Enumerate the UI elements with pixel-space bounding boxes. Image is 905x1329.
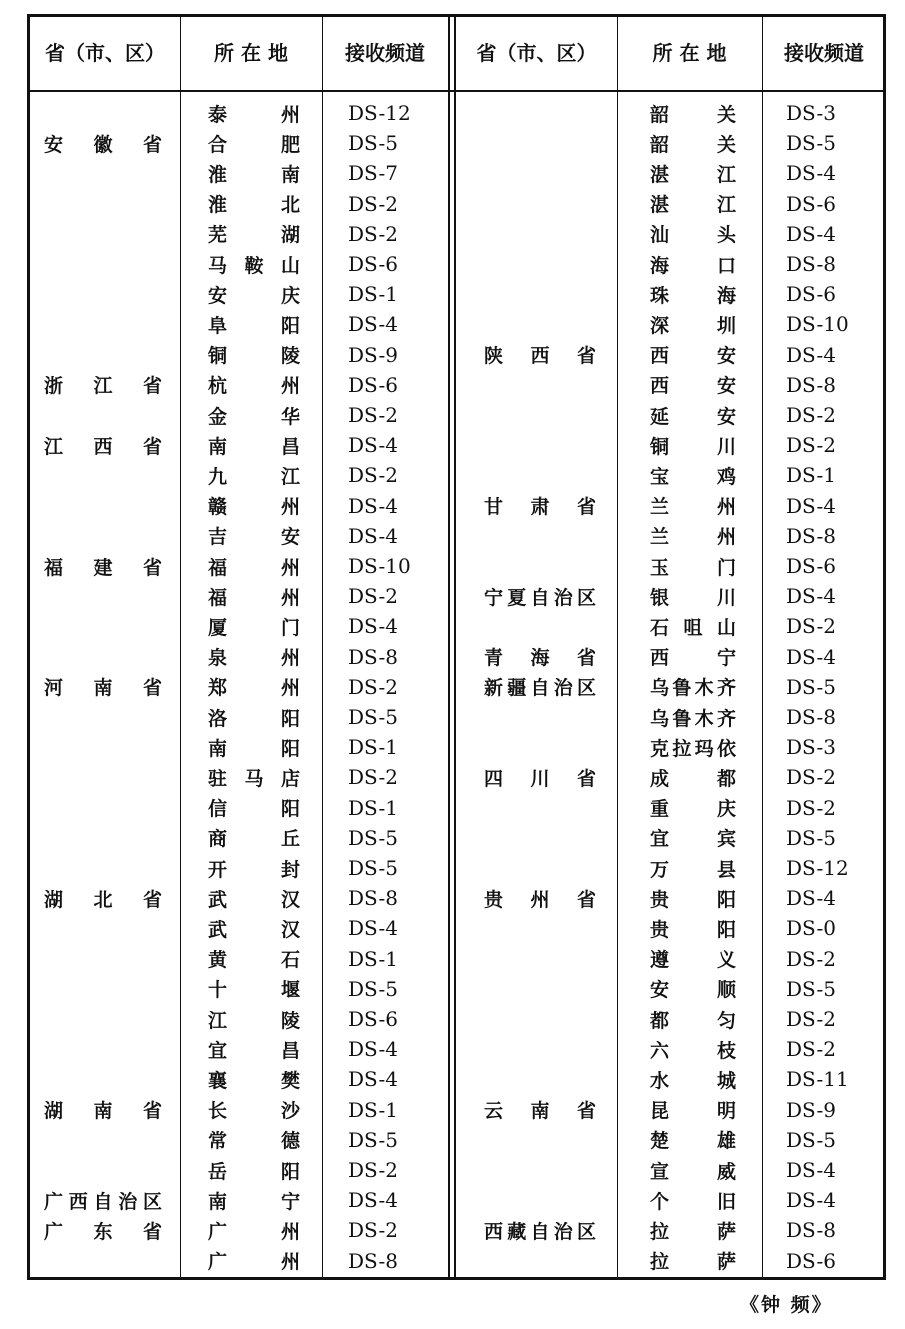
channel-cell: DS-4 [786,584,836,609]
channel-cell: DS-2 [348,403,398,427]
channel-cell: DS-6 [786,191,836,216]
location-cell: 玉 门 [650,556,736,579]
channel-cell: DS-2 [348,765,398,790]
location-cell: 西 安 [650,375,736,398]
channel-cell: DS-6 [786,554,836,578]
channel-cell: DS-2 [348,463,398,488]
channel-cell: DS-8 [786,523,836,548]
channel-cell: DS-8 [348,644,398,669]
channel-cell: DS-5 [786,1127,836,1152]
channel-cell: DS-4 [348,614,398,639]
province-cell: 贵 州 省 [484,888,596,911]
province-cell: 江 西 省 [44,435,162,458]
author-credit: 《钟 频》 [740,1294,833,1316]
channel-cell: DS-6 [348,1007,398,1031]
location-cell: 广 州 [208,1251,300,1274]
location-cell: 南 昌 [208,435,300,458]
location-cell: 襄 樊 [208,1069,300,1092]
location-cell: 武 汉 [208,888,300,911]
header-cell: 省（市、区） [476,41,597,65]
province-cell: 西 藏 自 治 区 [484,1220,596,1243]
column-divider [454,14,456,1280]
location-cell: 韶 关 [650,103,736,126]
channel-cell: DS-5 [786,825,836,850]
location-cell: 昆 明 [650,1100,736,1123]
channel-cell: DS-5 [786,674,836,699]
location-cell: 遵 义 [650,949,736,972]
location-cell: 银 川 [650,586,736,609]
header-divider [27,90,886,92]
location-cell: 乌 鲁 木 齐 [650,707,736,730]
header-cell: 接收频道 [784,41,864,65]
location-cell: 常 德 [208,1130,300,1153]
location-cell: 淮 北 [208,194,300,217]
channel-cell: DS-11 [786,1067,849,1092]
location-cell: 合 肥 [208,133,300,156]
channel-cell: DS-5 [348,856,398,880]
location-cell: 安 庆 [208,284,300,307]
location-cell: 铜 川 [650,435,736,458]
location-cell: 海 口 [650,254,736,277]
channel-cell: DS-2 [786,614,836,639]
channel-cell: DS-2 [786,946,836,971]
location-cell: 杭 州 [208,375,300,398]
location-cell: 湛 江 [650,163,736,186]
channel-cell: DS-4 [786,1188,836,1213]
location-cell: 水 城 [650,1069,736,1092]
column-divider [448,14,450,1280]
channel-cell: DS-4 [348,312,398,337]
location-cell: 万 县 [650,858,736,881]
channel-cell: DS-5 [348,131,398,156]
location-cell: 乌 鲁 木 齐 [650,677,736,700]
location-cell: 宜 宾 [650,828,736,851]
location-cell: 长 沙 [208,1100,300,1123]
location-cell: 赣 州 [208,496,300,519]
province-cell: 新 疆 自 治 区 [484,677,596,700]
location-cell: 兰 州 [650,496,736,519]
channel-cell: DS-4 [348,523,398,548]
location-cell: 福 州 [208,586,300,609]
location-cell: 信 阳 [208,798,300,821]
location-cell: 福 州 [208,556,300,579]
channel-cell: DS-2 [786,765,836,790]
channel-cell: DS-2 [348,1158,398,1182]
location-cell: 江 陵 [208,1009,300,1032]
location-cell: 洛 阳 [208,707,300,730]
channel-cell: DS-2 [348,1218,398,1243]
table-frame [27,14,886,1280]
channel-cell: DS-4 [786,342,836,367]
channel-cell: DS-2 [348,674,398,699]
channel-cell: DS-6 [786,1248,836,1273]
column-divider [180,14,181,1280]
location-cell: 石 咀 山 [650,616,736,639]
province-cell: 宁 夏 自 治 区 [484,586,596,609]
column-divider [322,14,323,1280]
channel-cell: DS-10 [786,312,849,337]
location-cell: 黄 石 [208,949,300,972]
location-cell: 重 庆 [650,798,736,821]
province-cell: 陕 西 省 [484,345,596,368]
location-cell: 吉 安 [208,526,300,549]
channel-cell: DS-6 [786,282,836,307]
province-cell: 青 海 省 [484,647,596,670]
location-cell: 宜 昌 [208,1039,300,1062]
channel-cell: DS-4 [786,161,836,186]
channel-cell: DS-1 [348,735,398,760]
channel-cell: DS-10 [348,554,411,578]
channel-cell: DS-4 [348,916,398,941]
channel-cell: DS-2 [786,1037,836,1062]
channel-cell: DS-2 [348,221,398,246]
location-cell: 宝 鸡 [650,465,736,488]
province-cell: 广 东 省 [44,1220,162,1243]
channel-cell: DS-2 [786,403,836,427]
location-cell: 兰 州 [650,526,736,549]
location-cell: 西 宁 [650,647,736,670]
province-cell: 甘 肃 省 [484,496,596,519]
location-cell: 楚 雄 [650,1130,736,1153]
location-cell: 宣 威 [650,1160,736,1183]
channel-cell: DS-4 [786,221,836,246]
province-cell: 湖 北 省 [44,888,162,911]
location-cell: 贵 阳 [650,918,736,941]
channel-cell: DS-5 [348,705,398,729]
location-cell: 马 鞍 山 [208,254,300,277]
channel-cell: DS-5 [348,1127,398,1152]
province-cell: 湖 南 省 [44,1100,162,1123]
location-cell: 湛 江 [650,194,736,217]
channel-cell: DS-2 [348,191,398,216]
province-cell: 云 南 省 [484,1100,596,1123]
location-cell: 都 匀 [650,1009,736,1032]
channel-cell: DS-1 [348,282,398,307]
channel-cell: DS-1 [348,946,398,971]
location-cell: 延 安 [650,405,736,428]
location-cell: 珠 海 [650,284,736,307]
location-cell: 驻 马 店 [208,767,300,790]
channel-cell: DS-3 [786,735,836,760]
channel-cell: DS-2 [786,1007,836,1031]
province-cell: 四 川 省 [484,767,596,790]
channel-cell: DS-8 [786,372,836,397]
channel-cell: DS-4 [348,1067,398,1092]
location-cell: 武 汉 [208,918,300,941]
channel-cell: DS-8 [786,705,836,729]
location-cell: 郑 州 [208,677,300,700]
channel-cell: DS-6 [348,252,398,276]
location-cell: 深 圳 [650,314,736,337]
province-cell: 福 建 省 [44,556,162,579]
province-cell: 浙 江 省 [44,375,162,398]
location-cell: 成 都 [650,767,736,790]
channel-cell: DS-4 [786,644,836,669]
province-cell: 安 徽 省 [44,133,162,156]
channel-cell: DS-2 [786,433,836,458]
location-cell: 六 枝 [650,1039,736,1062]
location-cell: 开 封 [208,858,300,881]
location-cell: 汕 头 [650,224,736,247]
channel-cell: DS-1 [348,795,398,820]
channel-cell: DS-5 [786,131,836,156]
location-cell: 西 安 [650,345,736,368]
location-cell: 芜 湖 [208,224,300,247]
channel-cell: DS-4 [786,493,836,518]
channel-cell: DS-0 [786,916,836,941]
channel-cell: DS-5 [348,825,398,850]
location-cell: 泉 州 [208,647,300,670]
channel-cell: DS-8 [348,1248,398,1273]
location-cell: 金 华 [208,405,300,428]
location-cell: 拉 萨 [650,1251,736,1274]
channel-cell: DS-8 [786,252,836,276]
channel-cell: DS-5 [348,976,398,1001]
location-cell: 厦 门 [208,616,300,639]
channel-cell: DS-4 [786,1158,836,1182]
channel-cell: DS-1 [786,463,836,488]
province-cell: 广 西 自 治 区 [44,1190,162,1213]
channel-cell: DS-4 [348,493,398,518]
channel-cell: DS-8 [786,1218,836,1243]
location-cell: 南 宁 [208,1190,300,1213]
channel-cell: DS-8 [348,886,398,911]
location-cell: 贵 阳 [650,888,736,911]
channel-cell: DS-2 [348,584,398,609]
channel-cell: DS-2 [786,795,836,820]
header-cell: 所 在 地 [214,41,288,65]
location-cell: 克 拉 玛 依 [650,737,736,760]
location-cell: 阜 阳 [208,314,300,337]
column-divider [762,14,763,1280]
column-divider [617,14,618,1280]
header-cell: 接收频道 [345,41,425,65]
channel-cell: DS-5 [786,976,836,1001]
location-cell: 铜 陵 [208,345,300,368]
header-cell: 省（市、区） [45,41,165,65]
channel-cell: DS-9 [786,1097,836,1122]
channel-cell: DS-6 [348,372,398,397]
location-cell: 商 丘 [208,828,300,851]
location-cell: 安 顺 [650,979,736,1002]
location-cell: 泰 州 [208,103,300,126]
channel-cell: DS-4 [786,886,836,911]
channel-cell: DS-1 [348,1097,398,1122]
location-cell: 拉 萨 [650,1220,736,1243]
channel-cell: DS-12 [786,856,849,880]
location-cell: 个 旧 [650,1190,736,1213]
channel-cell: DS-4 [348,1037,398,1062]
channel-cell: DS-12 [348,101,411,125]
location-cell: 九 江 [208,465,300,488]
channel-cell: DS-9 [348,342,398,367]
channel-cell: DS-4 [348,1188,398,1213]
channel-cell: DS-7 [348,161,398,186]
channel-cell: DS-3 [786,101,836,125]
location-cell: 韶 关 [650,133,736,156]
location-cell: 淮 南 [208,163,300,186]
channel-cell: DS-4 [348,433,398,458]
location-cell: 十 堰 [208,979,300,1002]
province-cell: 河 南 省 [44,677,162,700]
location-cell: 岳 阳 [208,1160,300,1183]
location-cell: 广 州 [208,1220,300,1243]
header-cell: 所 在 地 [652,41,727,65]
location-cell: 南 阳 [208,737,300,760]
